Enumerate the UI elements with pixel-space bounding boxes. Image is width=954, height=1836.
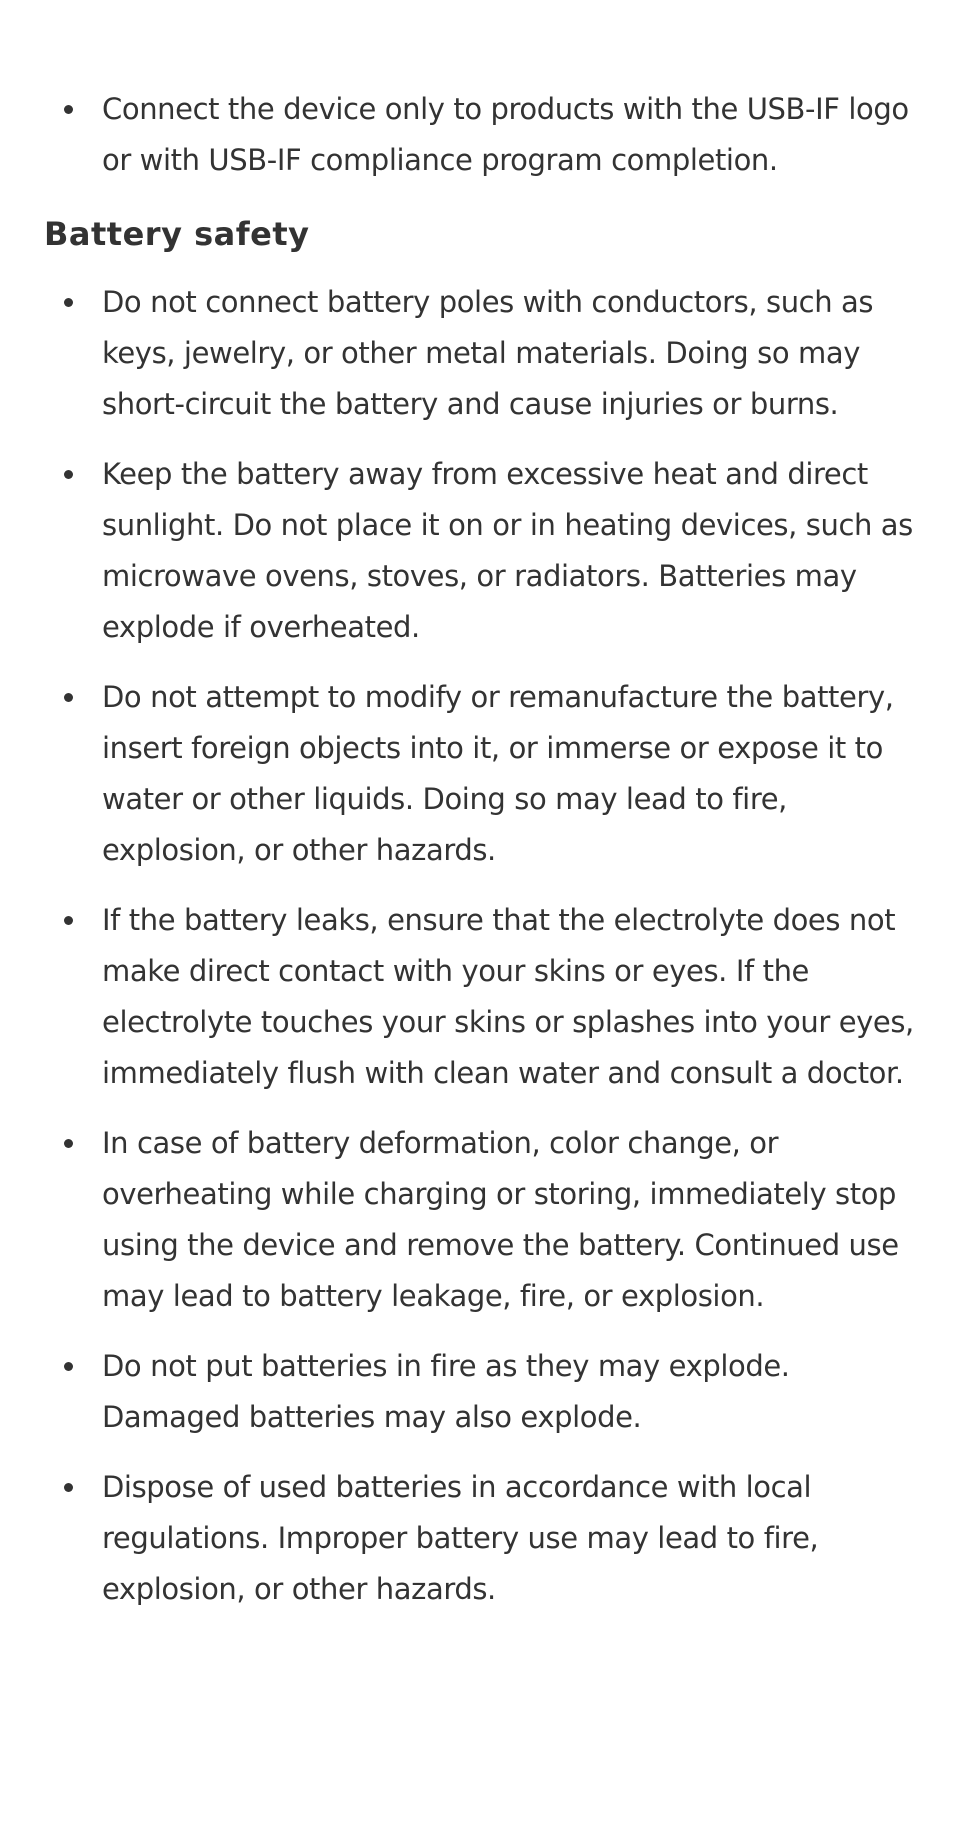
list-item-text: Do not connect battery poles with conductors, such as keys, jewelry, or other metal materials. Doing so may short-circuit the battery and cause injuries or burns.	[102, 285, 874, 421]
list-item	[0, 1462, 922, 1615]
list-item-text: Do not attempt to modify or remanufacture the battery, insert foreign objects into it, or immerse or expose it to water or other liquids. Doing so may lead to fire, explosion, or other hazards.	[102, 680, 894, 867]
list-item	[0, 84, 922, 186]
bullet-icon	[64, 693, 73, 702]
list-item	[0, 1118, 922, 1322]
list-item	[0, 1341, 922, 1443]
bullet-icon	[64, 105, 73, 114]
bullet-icon	[64, 1139, 73, 1148]
list-item-text: Dispose of used batteries in accordance with local regulations. Improper battery use may lead to fire, explosion, or other hazards.	[102, 1470, 819, 1606]
battery-safety-list	[0, 277, 922, 1634]
list-item	[0, 895, 922, 1099]
usb-compliance-list	[0, 84, 922, 205]
list-item	[0, 277, 922, 430]
bullet-icon	[64, 916, 73, 925]
list-item	[0, 449, 922, 653]
bullet-icon	[64, 470, 73, 479]
list-item-text: If the battery leaks, ensure that the electrolyte does not make direct contact with your skins or eyes. If the electrolyte touches your skins or splashes into your eyes, immediately flush with clean water and consult a doctor.	[102, 903, 914, 1090]
bullet-icon	[64, 298, 73, 307]
list-item-text: In case of battery deformation, color change, or overheating while charging or storing, immediately stop using the device and remove the battery. Continued use may lead to battery leakage, fire, or explosion.	[102, 1126, 899, 1313]
list-item-text: Keep the battery away from excessive heat and direct sunlight. Do not place it on or in heating devices, such as microwave ovens, stoves, or radiators. Batteries may explode if overheated.	[102, 457, 913, 644]
list-item	[0, 672, 922, 876]
bullet-icon	[64, 1483, 73, 1492]
list-item-text: Do not put batteries in fire as they may explode. Damaged batteries may also explode.	[102, 1349, 790, 1434]
section-heading-battery-safety: Battery safety	[44, 215, 310, 253]
bullet-icon	[64, 1362, 73, 1371]
list-item-text: Connect the device only to products with the USB-IF logo or with USB-IF compliance program completion.	[102, 92, 909, 177]
